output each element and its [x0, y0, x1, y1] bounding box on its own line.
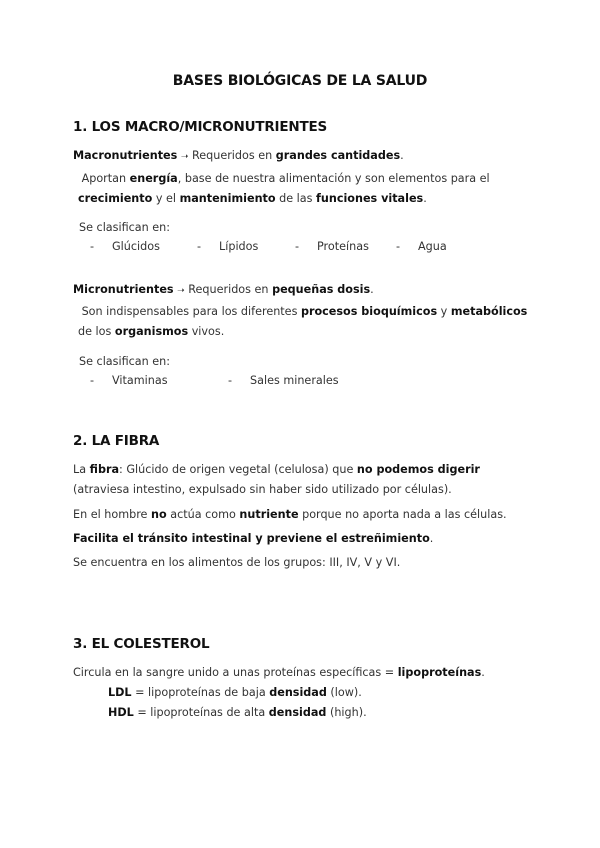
- arrow-icon: ➝: [177, 286, 185, 296]
- emphasis: crecimiento: [78, 191, 153, 205]
- emphasis: organismos: [114, 324, 189, 338]
- section-heading-nutrients: 1. LOS MACRO/MICRONUTRIENTES: [73, 119, 328, 135]
- classify-label: Se clasifican en:: [79, 355, 171, 368]
- text: porque no aporta nada a las células.: [302, 508, 507, 521]
- macronutrients-definition: Macronutrientes ➝ Requeridos en grandes cantidades.: [73, 149, 404, 162]
- emphasis: no: [151, 508, 167, 521]
- arrow-icon: ➝: [180, 152, 189, 162]
- text: Son indispensables para los diferentes: [81, 305, 298, 318]
- text: actúa como: [170, 508, 236, 521]
- list-item: - Proteínas: [295, 240, 369, 253]
- macronutrients-term: Macronutrientes: [73, 149, 178, 162]
- list-item: - Vitaminas: [90, 374, 168, 387]
- emphasis: densidad: [268, 706, 327, 719]
- fiber-definition: [73, 460, 535, 499]
- emphasis: nutriente: [239, 508, 299, 521]
- hdl-term: HDL: [108, 706, 134, 719]
- text: (low).: [330, 686, 362, 699]
- list-item: - Agua: [396, 240, 447, 253]
- emphasis: funciones vitales: [316, 191, 424, 205]
- emphasis: procesos bioquímicos: [300, 305, 438, 318]
- emphasis: metabólicos: [450, 305, 528, 318]
- hdl-definition: [108, 703, 568, 723]
- text: Aportan: [81, 172, 127, 185]
- definition-text: Requeridos en: [191, 149, 273, 162]
- list-item: - Lípidos: [197, 240, 259, 253]
- section-heading-fiber: 2. LA FIBRA: [73, 433, 160, 449]
- ldl-term: LDL: [108, 686, 132, 699]
- text: , base de nuestra alimentación y son elementos para el: [177, 172, 490, 185]
- list-item: - Sales minerales: [228, 374, 339, 387]
- definition-emphasis: pequeñas dosis: [272, 283, 371, 296]
- definition-emphasis: grandes cantidades: [275, 149, 401, 162]
- page-title: BASES BIOLÓGICAS DE LA SALUD: [172, 73, 428, 89]
- micronutrients-description: [73, 302, 543, 341]
- emphasis: densidad: [269, 686, 327, 699]
- text: (high).: [329, 706, 367, 719]
- emphasis: mantenimiento: [179, 191, 276, 205]
- cholesterol-description: Circula en la sangre unido a unas proteínas específicas = lipoproteínas.: [73, 666, 485, 679]
- text: y el: [155, 191, 177, 205]
- classify-label: Se clasifican en:: [79, 221, 171, 234]
- text: de los: [78, 324, 112, 338]
- emphasis: fibra: [89, 463, 120, 476]
- text: = lipoproteínas de alta: [137, 706, 266, 719]
- emphasis: energía: [129, 172, 178, 185]
- emphasis: lipoproteínas: [397, 666, 482, 679]
- ldl-definition: [108, 683, 568, 703]
- emphasis: no podemos digerir: [356, 463, 480, 476]
- text: En el hombre: [73, 508, 148, 521]
- micronutrients-term: Micronutrientes: [73, 283, 174, 296]
- text: de las: [279, 191, 313, 205]
- text: La: [73, 463, 87, 476]
- fiber-sources: Se encuentra en los alimentos de los grupos: III, IV, V y VI.: [73, 556, 401, 569]
- macronutrients-description: Aportan energía, base de nuestra alimentación y son elementos para el crecimiento y el mantenimiento de las funciones vitales.: [78, 172, 490, 205]
- text: = lipoproteínas de baja: [135, 686, 266, 699]
- text: vivos.: [191, 324, 225, 338]
- fiber-nutrient-note: [73, 505, 533, 525]
- list-item: - Glúcidos: [90, 240, 160, 253]
- text: (atraviesa intestino, expulsado sin haber sido utilizado por células).: [73, 482, 452, 496]
- text: : Glúcido de origen vegetal (celulosa) que: [119, 463, 354, 476]
- text: Circula en la sangre unido a unas proteínas específicas =: [73, 666, 395, 679]
- section-heading-cholesterol: 3. EL COLESTEROL: [73, 636, 210, 652]
- text: y: [440, 305, 448, 318]
- fiber-benefit: Facilita el tránsito intestinal y previene el estreñimiento.: [73, 532, 434, 545]
- definition-text: Requeridos en: [188, 283, 269, 296]
- emphasis: Facilita el tránsito intestinal y previene el estreñimiento: [73, 532, 430, 545]
- micronutrients-definition: Micronutrientes ➝ Requeridos en pequeñas dosis.: [73, 283, 374, 296]
